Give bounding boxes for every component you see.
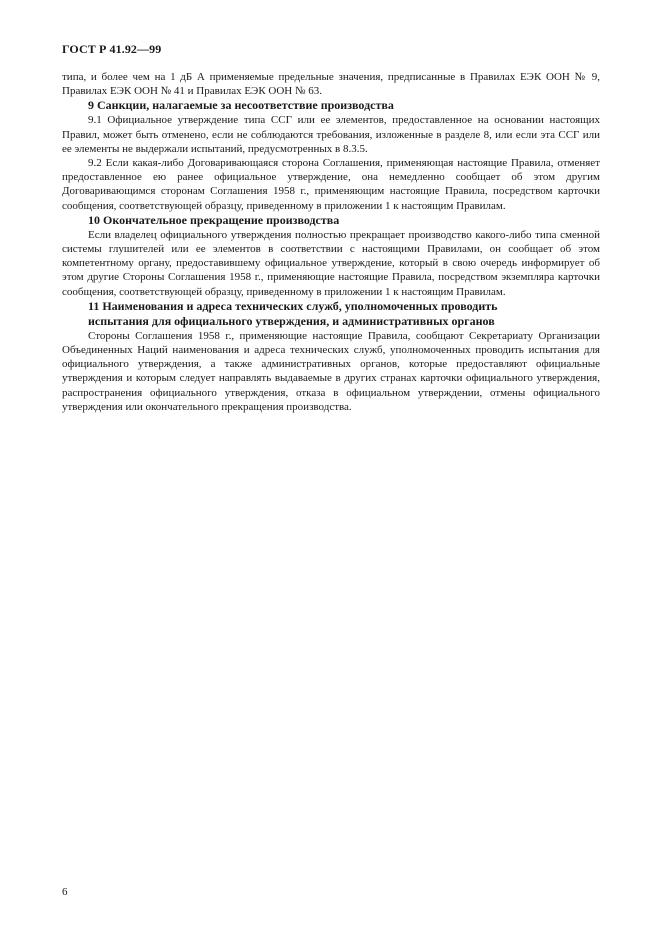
section-11-title-line-2: испытания для официального утверждения, и административных органов (88, 313, 495, 328)
section-11-paragraph-1: Стороны Соглашения 1958 г., применяющие настоящие Правила, сообщают Секретариату Организации Объединенных Наций наименования и адреса технических служб, уполномоченных проводить испытания для официального утверждения, а также административных органов, которые предоставляют официальные утверждения и которым следует направлять выдаваемые в других странах карточки официального утверждения, распространения официального утверждения, отказа в официальном утверждении, отмены официального утверждения или окончательного прекращения производства. (62, 329, 600, 413)
intro-paragraph: типа, и более чем на 1 дБ А применяемые предельные значения, предписанные в Правилах ЕЭК ООН № 9, Правилах ЕЭК ООН № 41 и Правилах ЕЭК ООН № 63. (62, 71, 600, 98)
section-11-title-line-1: 11 Наименования и адреса технических служб, уполномоченных проводить (88, 298, 498, 313)
page-number: 6 (62, 886, 68, 898)
section-11-title (62, 299, 600, 329)
section-10-paragraph-1: Если владелец официального утверждения полностью прекращает производство какого-либо типа сменной системы глушителей или ее элементов в соответствии с настоящими Правилами, он сообщает об этом компетентному органу, предоставившему официальное утверждение, который в свою очередь информирует об этом другие Стороны Соглашения 1958 г., применяющие настоящие Правила, посредством экземпляра карточки сообщения, соответствующей образцу, приведенному в приложении 1 к настоящим Правилам. (62, 228, 600, 298)
section-9-paragraph-1: 9.1 Официальное утверждение типа ССГ или ее элементов, предоставленное на основании настоящих Правил, может быть отменено, если не соблюдаются требования, изложенные в разделе 8, или если эта ССГ или ее элементы не выдержали испытаний, предусмотренных в 8.3.5. (62, 114, 600, 155)
section-9-title: 9 Санкции, налагаемые за несоответствие производства (88, 98, 394, 113)
section-9-paragraph-2: 9.2 Если какая-либо Договаривающаяся сторона Соглашения, применяющая настоящие Правила, отменяет предоставленное ею ранее официальное утверждение, она немедленно сообщает об этом другим Договаривающимся сторонам Соглашения 1958 г., применяющим настоящие Правила, посредством карточки сообщения, соответствующей образцу, приведенному в приложении 1 к настоящим Правилам. (62, 157, 600, 212)
document-body (62, 70, 600, 414)
document-page (62, 0, 600, 936)
document-code: ГОСТ Р 41.92—99 (62, 42, 162, 56)
section-10-title: 10 Окончательное прекращение производства (88, 212, 340, 227)
